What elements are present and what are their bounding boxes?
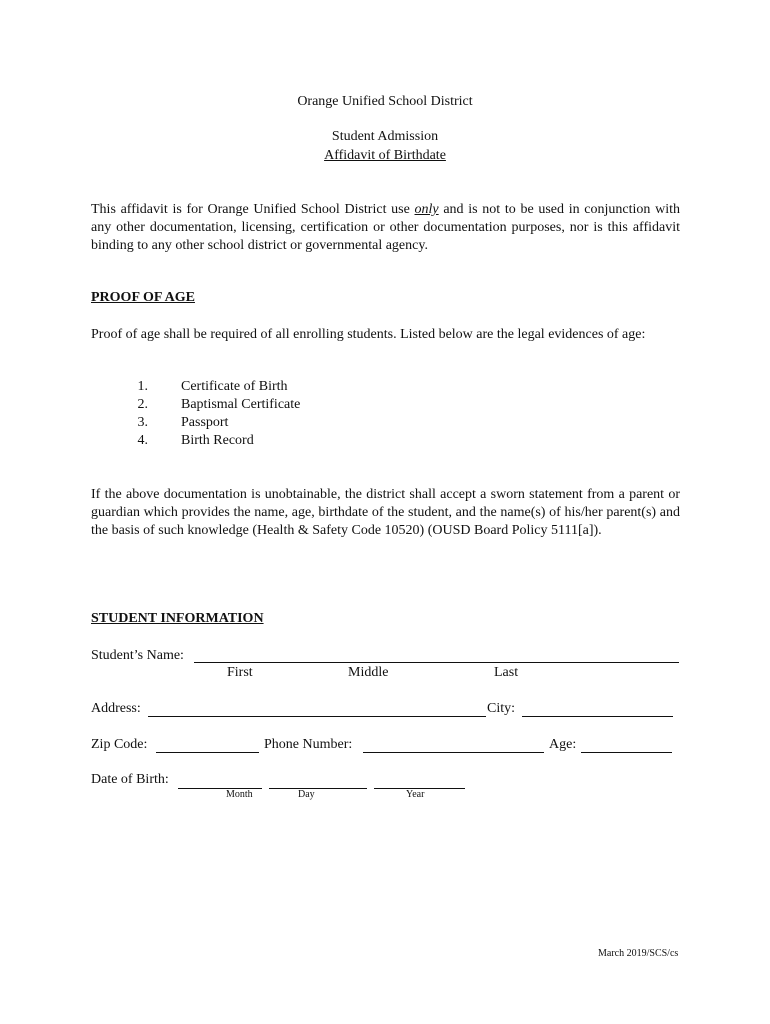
dob-year-caption: Year xyxy=(406,789,425,800)
name-first-caption: First xyxy=(227,665,253,680)
dob-day-field[interactable] xyxy=(269,788,367,789)
zip-code-field[interactable] xyxy=(156,752,259,753)
age-label: Age: xyxy=(549,737,577,752)
intro-text-after: and is not to be used in conjunction with any other documentation, licensing, certification or other documentation purposes, nor is this affidavit binding to any other school district or governmental agency. xyxy=(91,202,680,253)
date-of-birth-label: Date of Birth: xyxy=(91,772,169,787)
list-item-number: 4. xyxy=(137,433,148,448)
dob-month-caption: Month xyxy=(226,789,253,800)
age-field[interactable] xyxy=(581,752,672,753)
student-name-label: Student’s Name: xyxy=(91,648,184,663)
list-item-label: Baptismal Certificate xyxy=(181,397,301,412)
student-name-field[interactable] xyxy=(194,662,679,663)
list-item-label: Birth Record xyxy=(181,433,254,448)
address-field[interactable] xyxy=(148,716,486,717)
revision-footer: March 2019/SCS/cs xyxy=(598,948,679,959)
list-item-number: 1. xyxy=(137,379,148,394)
intro-emphasis: only xyxy=(414,202,439,217)
district-name: Orange Unified School District xyxy=(297,94,473,109)
city-label: City: xyxy=(487,701,516,716)
city-field[interactable] xyxy=(522,716,673,717)
zip-code-label: Zip Code: xyxy=(91,737,148,752)
phone-number-label: Phone Number: xyxy=(264,737,353,752)
form-title: Student Admission xyxy=(331,129,439,144)
intro-paragraph xyxy=(91,201,680,255)
intro-text-before: This affidavit is for Orange Unified School District use xyxy=(91,202,415,217)
phone-number-field[interactable] xyxy=(363,752,544,753)
list-item-number: 2. xyxy=(137,397,148,412)
form-subtitle xyxy=(0,148,770,164)
student-info-heading: STUDENT INFORMATION xyxy=(91,611,264,626)
sworn-statement-paragraph: If the above documentation is unobtainable, the district shall accept a sworn statement from a parent or guardian which provides the name, age, birthdate of the student, and the name(s) of his/her parent(s) and the basis of such knowledge (Health & Safety Code 10520) (OUSD Board Policy 5111[a]). xyxy=(91,487,680,538)
proof-of-age-heading: PROOF OF AGE xyxy=(91,290,195,305)
list-item-label: Passport xyxy=(181,415,229,430)
address-label: Address: xyxy=(91,701,141,716)
proof-of-age-text: Proof of age shall be required of all enrolling students. Listed below are the legal evidences of age: xyxy=(91,327,646,342)
form-subtitle-text: Affidavit of Birthdate xyxy=(324,148,446,163)
name-middle-caption: Middle xyxy=(348,665,389,680)
list-item-number: 3. xyxy=(137,415,148,430)
name-last-caption: Last xyxy=(494,665,519,680)
dob-day-caption: Day xyxy=(298,789,315,800)
list-item-label: Certificate of Birth xyxy=(181,379,288,394)
